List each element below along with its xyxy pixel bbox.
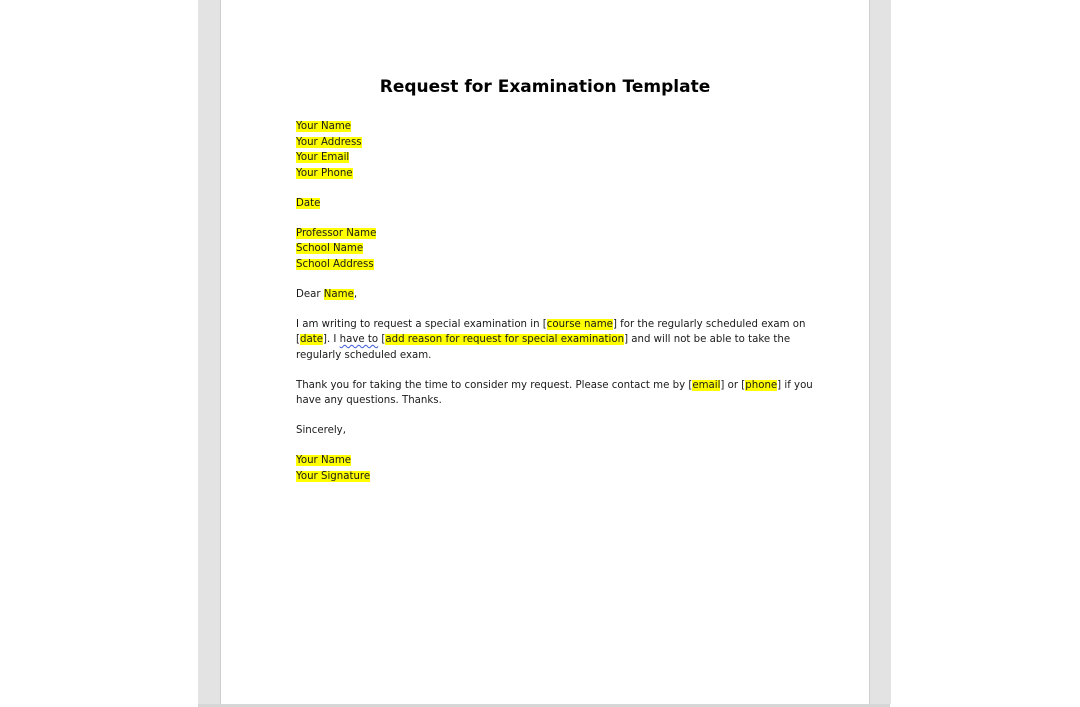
p1-text-4: ]. I (322, 334, 340, 345)
p1-course-placeholder: course name (546, 318, 613, 330)
closing (296, 423, 776, 439)
paragraph1-line1 (296, 317, 806, 333)
p1-date-placeholder: date (299, 334, 323, 345)
signoff-signature: Your Signature (296, 470, 371, 482)
sender-address-line (296, 135, 776, 151)
p2-phone-placeholder: phone (745, 379, 778, 391)
sender-phone: Your Phone (296, 167, 353, 179)
recipient-school-line (296, 241, 776, 257)
p2-text-3: ] if you (777, 379, 813, 391)
p1-spellcheck-phrase: have to (339, 334, 379, 345)
paragraph1-line3 (296, 348, 776, 364)
document-title: Request for Examination Template (379, 77, 711, 97)
p2-email-placeholder: email (692, 379, 721, 391)
salutation-suffix: , (353, 288, 358, 300)
sender-address: Your Address (296, 136, 362, 148)
p1-text-3: [ (296, 334, 300, 345)
recipient-school: School Name (296, 243, 364, 254)
p1-text-5: [ (378, 334, 386, 345)
salutation-name: Name (323, 288, 354, 300)
salutation-prefix: Dear (296, 288, 324, 300)
signoff-name-line (296, 453, 776, 469)
p1-text-6: ] and will not be able to take the (624, 334, 791, 345)
p2-text-1: Thank you for taking the time to consider my request. Please contact me by [ (296, 379, 693, 391)
recipient-name-line (296, 226, 776, 242)
signoff-signature-line (296, 469, 776, 485)
p1-text-1: I am writing to request a special examination in [ (296, 318, 547, 330)
p2-text-4: have any questions. Thanks. (296, 395, 442, 406)
p1-text-2: ] for the regularly scheduled exam on (612, 318, 806, 330)
sender-name: Your Name (296, 121, 352, 132)
p1-text-7: regularly scheduled exam. (296, 349, 432, 361)
date-line (296, 196, 776, 212)
document-frame-left (198, 0, 221, 704)
signoff-name: Your Name (296, 455, 352, 466)
letter-date: Date (296, 197, 321, 209)
closing-text: Sincerely, (296, 425, 346, 436)
paragraph1-line2 (296, 332, 791, 348)
sender-email: Your Email (296, 152, 350, 163)
recipient-address: School Address (296, 258, 374, 270)
paragraph2-line2 (296, 393, 776, 409)
sender-email-line (296, 150, 776, 166)
paragraph2-line1 (296, 378, 813, 394)
p1-reason-placeholder: add reason for request for special examination (385, 334, 625, 345)
p2-text-2: ] or [ (720, 379, 746, 391)
salutation (296, 287, 776, 303)
recipient-name: Professor Name (296, 227, 377, 239)
document-page[interactable] (221, 0, 869, 704)
sender-phone-line (296, 166, 776, 182)
letter-body (296, 119, 813, 484)
sender-name-line (296, 119, 776, 135)
recipient-address-line (296, 257, 776, 273)
document-frame-right (869, 0, 891, 704)
